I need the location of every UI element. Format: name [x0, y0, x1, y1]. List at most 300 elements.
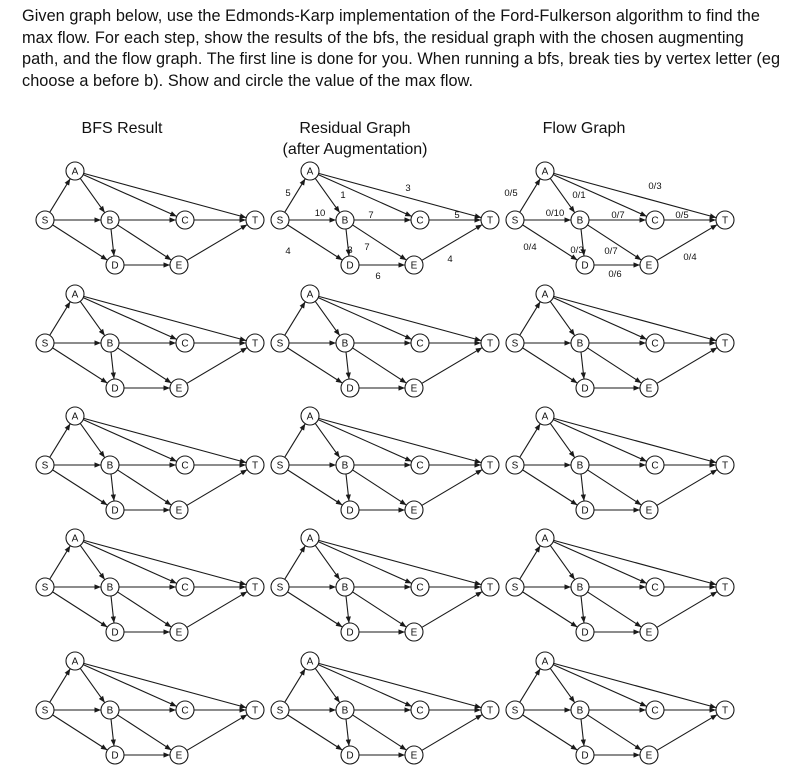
edge-A-B	[550, 668, 575, 702]
svg-text:B: B	[576, 460, 584, 472]
node-D	[106, 379, 124, 397]
edge-S-D	[288, 592, 343, 627]
flow-graph-row-2	[506, 285, 734, 397]
svg-text:E: E	[410, 505, 418, 517]
node-C	[646, 334, 664, 352]
residual-graph-row-5	[271, 652, 499, 764]
node-D	[576, 501, 594, 519]
edge-S-D	[53, 225, 108, 260]
edge-A-C	[83, 298, 177, 340]
edge-A-C	[83, 175, 177, 217]
svg-text:C: C	[651, 215, 659, 227]
edge-A-B	[80, 178, 105, 212]
residual-edge-label-7: 3	[347, 245, 353, 256]
edge-A-C	[553, 420, 647, 462]
svg-text:T: T	[251, 582, 259, 594]
node-T	[481, 578, 499, 596]
svg-text:E: E	[410, 750, 418, 762]
node-T	[716, 701, 734, 719]
svg-text:S: S	[41, 215, 49, 227]
node-B	[101, 211, 119, 229]
bfs-result-header: BFS Result	[81, 120, 163, 137]
node-E	[405, 623, 423, 641]
edge-S-D	[523, 348, 578, 383]
svg-text:C: C	[416, 215, 424, 227]
residual-edge-label-8: 7	[364, 242, 370, 253]
svg-text:S: S	[276, 215, 284, 227]
edge-B-D	[581, 474, 584, 501]
edge-S-D	[53, 592, 108, 627]
svg-text:A: A	[306, 166, 314, 178]
edge-A-B	[315, 423, 340, 457]
edge-S-A	[520, 302, 541, 336]
edge-B-E	[353, 348, 407, 383]
node-D	[106, 746, 124, 764]
node-E	[405, 746, 423, 764]
svg-text:D: D	[346, 260, 354, 272]
node-S	[271, 701, 289, 719]
node-S	[36, 456, 54, 474]
node-B	[336, 334, 354, 352]
node-D	[106, 623, 124, 641]
node-B	[571, 456, 589, 474]
svg-text:S: S	[276, 582, 284, 594]
svg-text:C: C	[181, 582, 189, 594]
svg-text:S: S	[41, 460, 49, 472]
edge-S-A	[520, 669, 541, 703]
edge-S-D	[53, 470, 108, 505]
svg-text:T: T	[721, 460, 729, 472]
svg-text:B: B	[341, 215, 349, 227]
svg-text:C: C	[651, 582, 659, 594]
residual-edge-label-2: 10	[314, 208, 326, 219]
edge-S-A	[50, 302, 71, 336]
node-C	[646, 578, 664, 596]
edge-A-C	[318, 542, 412, 584]
flow-graph-header: Flow Graph	[542, 120, 626, 137]
svg-text:C: C	[181, 705, 189, 717]
svg-text:D: D	[581, 750, 589, 762]
node-B	[571, 578, 589, 596]
svg-text:A: A	[541, 533, 549, 545]
svg-text:D: D	[581, 505, 589, 517]
node-E	[405, 379, 423, 397]
node-A	[301, 529, 319, 547]
node-C	[411, 701, 429, 719]
svg-text:T: T	[721, 582, 729, 594]
node-D	[341, 623, 359, 641]
edge-S-D	[523, 592, 578, 627]
node-S	[271, 211, 289, 229]
bfs-graph-row-4	[36, 529, 264, 641]
edge-B-E	[588, 592, 642, 627]
node-E	[170, 501, 188, 519]
svg-text:E: E	[645, 627, 653, 639]
svg-text:T: T	[486, 215, 494, 227]
svg-text:S: S	[276, 460, 284, 472]
svg-text:E: E	[175, 383, 183, 395]
node-B	[336, 211, 354, 229]
edge-S-A	[520, 424, 541, 458]
edge-B-D	[346, 474, 349, 501]
svg-text:T: T	[486, 338, 494, 350]
residual-graph-row-1	[271, 162, 499, 274]
residual-edge-label-5: 7	[368, 210, 374, 221]
svg-text:C: C	[651, 338, 659, 350]
edge-S-D	[288, 348, 343, 383]
bfs-graph-row-5	[36, 652, 264, 764]
node-E	[170, 379, 188, 397]
edge-E-T	[657, 348, 718, 384]
edge-S-A	[520, 546, 541, 580]
residual-header-line2: (after Augmentation)	[282, 141, 428, 158]
edge-E-T	[422, 715, 483, 751]
svg-text:S: S	[41, 582, 49, 594]
svg-text:D: D	[581, 383, 589, 395]
svg-text:A: A	[306, 411, 314, 423]
node-T	[716, 211, 734, 229]
edge-A-C	[83, 665, 177, 707]
edge-E-T	[187, 592, 248, 628]
node-S	[506, 701, 524, 719]
residual-edge-label-4: 3	[405, 183, 411, 194]
svg-text:A: A	[71, 166, 79, 178]
node-T	[481, 456, 499, 474]
svg-text:E: E	[645, 750, 653, 762]
svg-text:E: E	[175, 750, 183, 762]
edge-B-D	[111, 229, 114, 256]
node-C	[411, 456, 429, 474]
svg-text:A: A	[541, 656, 549, 668]
edge-S-A	[50, 179, 71, 213]
edge-E-T	[422, 470, 483, 506]
svg-text:B: B	[576, 582, 584, 594]
svg-text:T: T	[486, 460, 494, 472]
node-T	[481, 334, 499, 352]
flow-edge-label-2: 0/10	[545, 208, 565, 219]
node-B	[336, 578, 354, 596]
edge-A-B	[315, 668, 340, 702]
svg-text:C: C	[416, 705, 424, 717]
node-E	[170, 746, 188, 764]
svg-text:E: E	[410, 383, 418, 395]
svg-text:D: D	[111, 505, 119, 517]
edge-B-E	[353, 225, 407, 260]
edge-S-A	[50, 669, 71, 703]
edge-A-B	[550, 423, 575, 457]
edge-A-C	[318, 665, 412, 707]
node-S	[506, 334, 524, 352]
svg-text:T: T	[486, 582, 494, 594]
node-E	[640, 746, 658, 764]
svg-text:S: S	[41, 705, 49, 717]
svg-text:T: T	[251, 215, 259, 227]
svg-text:A: A	[541, 289, 549, 301]
node-B	[336, 701, 354, 719]
node-B	[336, 456, 354, 474]
edge-B-D	[581, 352, 584, 379]
svg-text:S: S	[511, 215, 519, 227]
node-C	[411, 334, 429, 352]
node-B	[101, 456, 119, 474]
edge-S-A	[285, 302, 306, 336]
svg-text:S: S	[511, 338, 519, 350]
node-A	[66, 285, 84, 303]
edge-B-E	[118, 348, 172, 383]
svg-text:C: C	[416, 582, 424, 594]
svg-text:B: B	[341, 460, 349, 472]
node-B	[101, 578, 119, 596]
svg-text:E: E	[645, 383, 653, 395]
node-A	[66, 652, 84, 670]
node-T	[716, 334, 734, 352]
edge-B-D	[346, 596, 349, 623]
svg-text:T: T	[721, 215, 729, 227]
edge-B-D	[111, 719, 114, 746]
node-S	[36, 334, 54, 352]
edge-A-B	[315, 301, 340, 335]
node-B	[571, 334, 589, 352]
svg-text:S: S	[276, 705, 284, 717]
flow-edge-label-11: 0/4	[523, 242, 537, 253]
node-A	[301, 162, 319, 180]
bfs-graph-row-1	[36, 162, 264, 274]
svg-text:A: A	[306, 533, 314, 545]
edge-A-C	[553, 665, 647, 707]
node-A	[536, 407, 554, 425]
node-E	[170, 623, 188, 641]
svg-text:E: E	[175, 505, 183, 517]
node-S	[506, 211, 524, 229]
node-T	[716, 456, 734, 474]
edge-A-C	[83, 542, 177, 584]
node-E	[640, 379, 658, 397]
svg-text:S: S	[41, 338, 49, 350]
node-E	[640, 623, 658, 641]
node-T	[481, 701, 499, 719]
flow-edge-label-10: 0/4	[683, 252, 697, 263]
residual-edge-label-6: 5	[454, 210, 460, 221]
edge-B-E	[588, 715, 642, 750]
node-S	[506, 456, 524, 474]
svg-text:D: D	[111, 627, 119, 639]
svg-text:A: A	[541, 411, 549, 423]
edge-B-D	[346, 352, 349, 379]
edge-E-T	[422, 348, 483, 384]
node-A	[301, 407, 319, 425]
node-E	[640, 501, 658, 519]
node-D	[576, 746, 594, 764]
svg-text:S: S	[511, 460, 519, 472]
node-C	[646, 456, 664, 474]
svg-text:B: B	[341, 338, 349, 350]
svg-text:E: E	[410, 627, 418, 639]
node-S	[36, 701, 54, 719]
edge-B-E	[353, 592, 407, 627]
node-S	[36, 578, 54, 596]
node-C	[176, 578, 194, 596]
svg-text:B: B	[576, 338, 584, 350]
edge-S-D	[288, 225, 343, 260]
node-S	[271, 578, 289, 596]
svg-text:D: D	[346, 505, 354, 517]
edge-S-A	[50, 546, 71, 580]
edge-B-D	[111, 596, 114, 623]
edge-S-A	[285, 424, 306, 458]
svg-text:D: D	[111, 260, 119, 272]
svg-text:D: D	[111, 750, 119, 762]
svg-text:A: A	[71, 533, 79, 545]
node-T	[716, 578, 734, 596]
edge-S-D	[288, 470, 343, 505]
svg-text:A: A	[71, 411, 79, 423]
edge-B-D	[346, 719, 349, 746]
node-D	[341, 746, 359, 764]
svg-text:B: B	[106, 582, 114, 594]
node-A	[66, 529, 84, 547]
flow-graph-row-5	[506, 652, 734, 764]
svg-text:A: A	[71, 656, 79, 668]
node-A	[301, 652, 319, 670]
svg-text:D: D	[111, 383, 119, 395]
edge-B-E	[353, 470, 407, 505]
node-T	[246, 578, 264, 596]
residual-graph-row-2	[271, 285, 499, 397]
svg-text:B: B	[106, 215, 114, 227]
residual-edge-label-11: 4	[285, 246, 291, 257]
node-E	[640, 256, 658, 274]
edge-S-A	[520, 179, 541, 213]
edge-S-D	[53, 715, 108, 750]
node-E	[405, 501, 423, 519]
svg-text:S: S	[511, 705, 519, 717]
svg-text:B: B	[106, 338, 114, 350]
edge-E-T	[657, 592, 718, 628]
node-S	[506, 578, 524, 596]
edge-A-C	[83, 420, 177, 462]
node-A	[536, 529, 554, 547]
edge-S-A	[50, 424, 71, 458]
edge-E-T	[422, 592, 483, 628]
flow-edge-label-4: 0/3	[648, 181, 662, 192]
edge-A-C	[553, 542, 647, 584]
svg-text:D: D	[581, 627, 589, 639]
edge-A-B	[550, 301, 575, 335]
node-A	[301, 285, 319, 303]
edge-A-C	[553, 175, 647, 217]
svg-text:E: E	[645, 505, 653, 517]
node-C	[411, 211, 429, 229]
node-E	[170, 256, 188, 274]
svg-text:S: S	[511, 582, 519, 594]
svg-text:C: C	[651, 460, 659, 472]
node-C	[411, 578, 429, 596]
svg-text:B: B	[576, 215, 584, 227]
node-T	[246, 334, 264, 352]
svg-text:C: C	[416, 338, 424, 350]
edge-A-C	[318, 175, 412, 217]
edge-S-A	[285, 546, 306, 580]
svg-text:D: D	[581, 260, 589, 272]
node-D	[576, 379, 594, 397]
svg-text:A: A	[306, 656, 314, 668]
node-S	[271, 456, 289, 474]
svg-text:C: C	[181, 338, 189, 350]
svg-text:C: C	[181, 460, 189, 472]
node-S	[271, 334, 289, 352]
node-C	[176, 334, 194, 352]
residual-graph-row-3	[271, 407, 499, 519]
svg-text:T: T	[486, 705, 494, 717]
node-D	[341, 501, 359, 519]
edge-A-B	[315, 545, 340, 579]
node-B	[101, 334, 119, 352]
flow-edge-label-6: 0/5	[675, 210, 689, 221]
node-D	[576, 623, 594, 641]
flow-graph-row-3	[506, 407, 734, 519]
edge-E-T	[657, 470, 718, 506]
residual-edge-label-1: 5	[285, 188, 291, 199]
instructions-paragraph: Given graph below, use the Edmonds-Karp implementation of the Ford-Fulkerson algorithm to find the max flow. For each step, show the results of the bfs, the residual graph with the chosen augmenting path, and the flow graph. The first line is done for you. When running a bfs, break ties by vertex letter (eg choose a before b). Show and circle the value of the max flow.	[22, 7, 781, 90]
residual-edge-label-3: 1	[340, 190, 346, 201]
svg-text:T: T	[721, 705, 729, 717]
edge-B-E	[118, 225, 172, 260]
edge-E-T	[187, 225, 248, 261]
svg-text:A: A	[71, 289, 79, 301]
edge-B-D	[581, 596, 584, 623]
node-T	[481, 211, 499, 229]
edge-S-D	[53, 348, 108, 383]
edge-B-D	[111, 352, 114, 379]
svg-text:C: C	[651, 705, 659, 717]
edge-A-B	[80, 668, 105, 702]
node-D	[106, 256, 124, 274]
edge-B-D	[581, 719, 584, 746]
flow-graph-row-4	[506, 529, 734, 641]
residual-graph-row-4	[271, 529, 499, 641]
node-B	[101, 701, 119, 719]
node-A	[536, 162, 554, 180]
residual-header-line1: Residual Graph	[299, 120, 411, 137]
edge-E-T	[187, 348, 248, 384]
bfs-graph-row-2	[36, 285, 264, 397]
flow-edge-label-9: 0/6	[608, 269, 622, 280]
edge-A-B	[80, 545, 105, 579]
node-C	[646, 211, 664, 229]
svg-text:E: E	[645, 260, 653, 272]
node-T	[246, 211, 264, 229]
edge-S-D	[523, 470, 578, 505]
svg-text:C: C	[181, 215, 189, 227]
svg-text:E: E	[410, 260, 418, 272]
node-A	[536, 652, 554, 670]
edge-S-D	[288, 715, 343, 750]
node-A	[66, 162, 84, 180]
node-C	[176, 211, 194, 229]
edge-B-E	[118, 592, 172, 627]
edge-B-E	[118, 715, 172, 750]
svg-text:A: A	[306, 289, 314, 301]
svg-text:S: S	[276, 338, 284, 350]
edge-A-C	[318, 420, 412, 462]
svg-text:B: B	[341, 582, 349, 594]
node-S	[36, 211, 54, 229]
node-E	[405, 256, 423, 274]
flow-edge-label-7: 0/3	[570, 245, 584, 256]
svg-text:B: B	[106, 460, 114, 472]
node-B	[571, 211, 589, 229]
node-A	[536, 285, 554, 303]
